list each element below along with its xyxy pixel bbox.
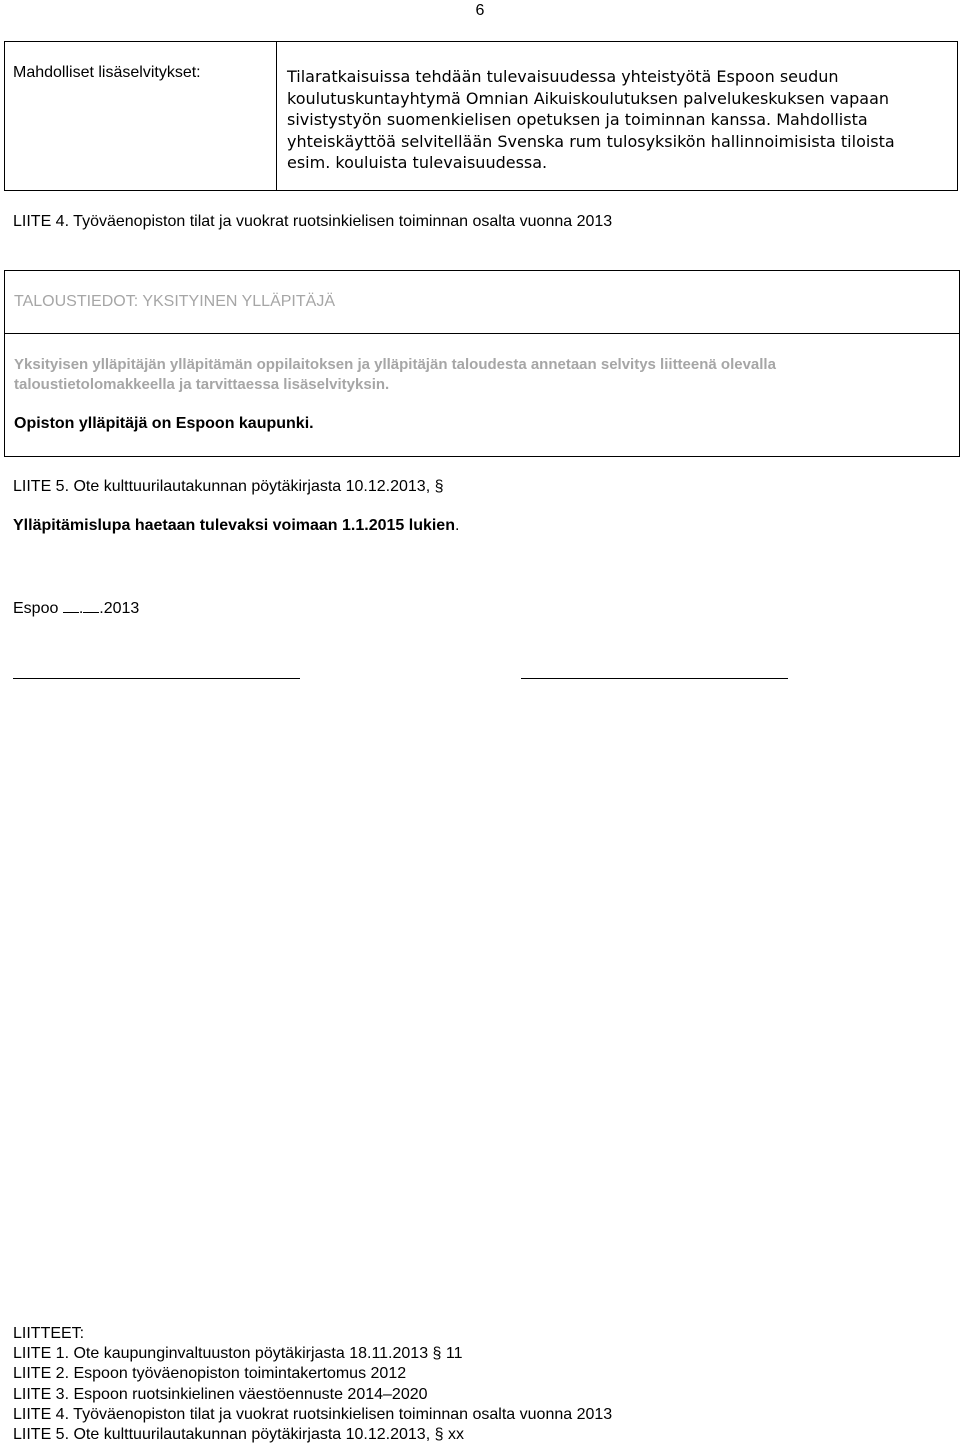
date-year: .2013: [99, 600, 140, 617]
attachments-heading: LIITTEET:: [13, 1325, 85, 1342]
finance-heading: TALOUSTIEDOT: YKSITYINEN YLLÄPITÄJÄ: [14, 293, 335, 310]
attachment-item: LIITE 4. Työväenopiston tilat ja vuokrat ruotsinkielisen toiminnan osalta vuonna 2013: [13, 1405, 613, 1423]
additional-info-label: Mahdolliset lisäselvitykset:: [5, 42, 277, 190]
page-number: 6: [475, 2, 485, 19]
day-blank: [63, 598, 79, 613]
permit-statement-bold: Ylläpitämislupa haetaan tulevaksi voimaan 1.1.2015 lukien: [13, 517, 455, 534]
additional-info-line: yhteiskäyttöä selvitellään Svenska rum tulosyksikön hallinnoimisista tiloista: [287, 131, 895, 151]
finance-divider: [5, 333, 959, 334]
additional-info-line: Tilaratkaisuissa tehdään tulevaisuudessa yhteistyötä Espoon seudun: [287, 67, 839, 86]
place: Espoo: [13, 600, 59, 617]
place-date-line: [13, 598, 139, 618]
additional-info-line: koulutuskuntayhtymä Omnian Aikuiskoulutuksen palvelukeskuksen vapaan: [287, 88, 890, 108]
attachments-list: [13, 1324, 612, 1445]
permit-statement-end: .: [454, 517, 460, 534]
liite4-heading: LIITE 4. Työväenopiston tilat ja vuokrat ruotsinkielisen toiminnan osalta vuonna 2013: [13, 213, 613, 230]
finance-section: [4, 270, 960, 457]
liite5-heading: LIITE 5. Ote kulttuurilautakunnan pöytäkirjasta 10.12.2013, §: [13, 478, 444, 495]
additional-info-line: esim. kouluista tulevaisuudessa.: [287, 153, 548, 172]
attachment-item: LIITE 3. Espoon ruotsinkielinen väestöennuste 2014–2020: [13, 1385, 428, 1403]
finance-description-line: taloustietolomakkeella ja tarvittaessa lisäselvityksin.: [14, 376, 390, 393]
signature-line-right: [521, 678, 788, 679]
finance-description-line: Yksityisen ylläpitäjän ylläpitämän oppilaitoksen ja ylläpitäjän taloudesta annetaan selvitys liitteenä olevalla: [14, 356, 776, 373]
finance-description: [14, 355, 914, 395]
attachment-item: LIITE 2. Espoon työväenopiston toimintakertomus 2012: [13, 1365, 407, 1383]
additional-info-value: [277, 42, 957, 190]
date-separator: .: [78, 600, 84, 617]
attachment-item: LIITE 5. Ote kulttuurilautakunnan pöytäkirjasta 10.12.2013, § xx: [13, 1426, 464, 1444]
finance-owner-statement: Opiston ylläpitäjä on Espoon kaupunki.: [14, 415, 314, 432]
signature-line-left: [13, 678, 300, 679]
additional-info-table: [4, 41, 958, 191]
permit-statement: [13, 517, 459, 535]
month-blank: [83, 598, 99, 613]
attachment-item: LIITE 1. Ote kaupunginvaltuuston pöytäkirjasta 18.11.2013 § 11: [13, 1345, 463, 1363]
additional-info-line: sivistystyön suomenkielisen opetuksen ja toiminnan kanssa. Mahdollista: [287, 110, 868, 129]
